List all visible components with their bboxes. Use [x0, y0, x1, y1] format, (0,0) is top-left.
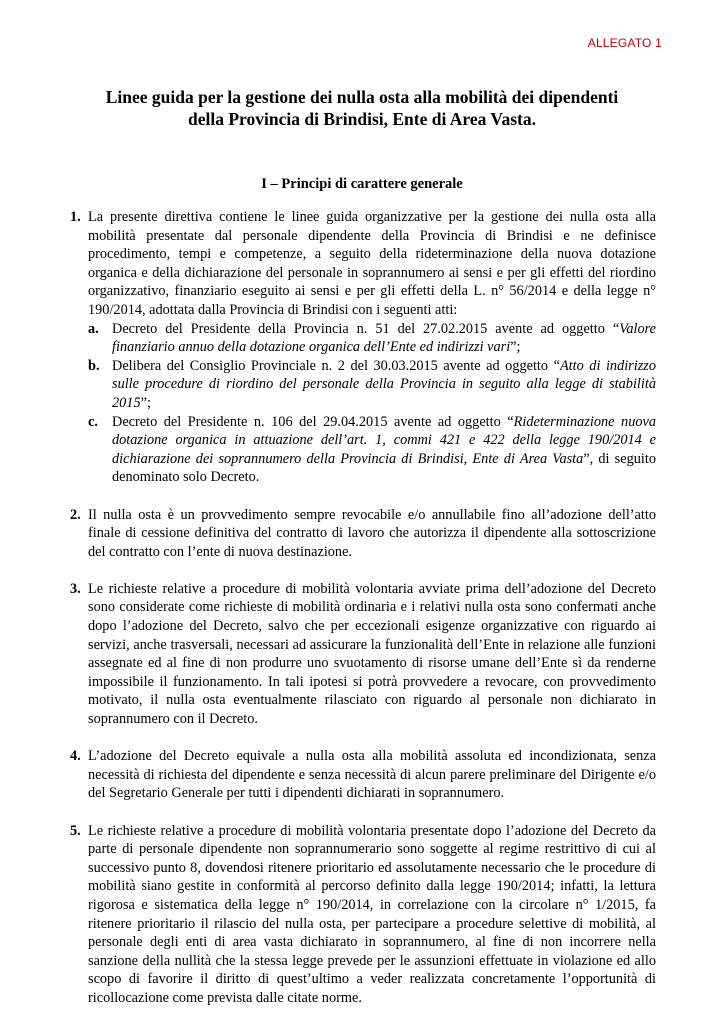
- paragraph-1: [70, 208, 656, 320]
- sub-item-text: Decreto del Presidente della Provincia n. 51 del 27.02.2015 avente ad oggetto “: [112, 320, 620, 337]
- paragraph-4: [70, 747, 656, 803]
- paragraph-number: 3.: [70, 580, 81, 597]
- sub-item-title: Valore finanziario annuo della dotazione organica dell’Ente ed indirizzi vari: [112, 320, 656, 356]
- paragraph-3: [70, 580, 656, 729]
- document-title: [0, 86, 724, 130]
- paragraph-number: 2.: [70, 506, 81, 523]
- document-body: [70, 208, 656, 1026]
- sub-item-title: Atto di indirizzo sulle procedure di riordino del personale della Provincia in seguito alla legge di stabilità 2015: [112, 357, 656, 411]
- sub-item-letter: a.: [88, 320, 99, 337]
- title-line-1: Linee guida per la gestione dei nulla osta alla mobilità dei dipendenti: [105, 87, 619, 107]
- title-line-2: della Provincia di Brindisi, Ente di Area Vasta.: [188, 109, 536, 129]
- sub-item-title: Rideterminazione nuova dotazione organica in attuazione dell’art. 1, commi 421 e 422 della legge 190/2014 e dichiarazione dei soprannumero della Provincia di Brindisi, Ente di Area Vasta: [112, 413, 656, 467]
- paragraph-text: L’adozione del Decreto equivale a nulla osta alla mobilità assoluta ed incondizionata, senza necessità di richiesta del dipendente e senza necessità di alcun parere preliminare del Dirigente e/o del Segretario Generale per tutti i dipendenti dichiarati in soprannumero.: [88, 748, 656, 802]
- paragraph-text: Il nulla osta è un provvedimento sempre revocabile e/o annullabile fino all’adozione dell’atto finale di cessione definitiva del contratto di lavoro che autorizza il dipendente alla sottoscrizione del contratto con l’ente di nuova destinazione.: [88, 506, 656, 560]
- sub-item-text: Decreto del Presidente n. 106 del 29.04.2015 avente ad oggetto “: [112, 413, 514, 430]
- attachment-label: ALLEGATO 1: [587, 36, 662, 50]
- sub-item-suffix: ”, di seguito denominato solo Decreto.: [112, 450, 656, 486]
- paragraph-text: Le richieste relative a procedure di mobilità volontaria presentate dopo l’adozione del Decreto da parte di personale dipendente non soprannumerario sono soggette al regime restrittivo di cui al successivo punto 8, dovendosi ritenere prioritario ed assolutamente necessario che le procedure di mobilità siano gestite in conformità al percorso definito dalla legge 190/2014; infatti, la lettura rigorosa e sistematica della legge n° 190/2014, in correlazione con la circolare n° 1/2015, fa ritenere prioritario il rilascio del nulla osta, per partecipare a procedure selettive di mobilità, al personale degli enti di area vasta dichiarato in soprannumero, al fine di non incorrere nella sanzione della nullità che la stessa legge prevede per le assunzioni effettuate in violazione ed allo scopo di favorire il diritto di quest’ultimo a veder realizzata concretamente l’opportunità di ricollocazione come prevista dalle citate norme.: [88, 822, 656, 1006]
- sub-item-text: Delibera del Consiglio Provinciale n. 2 del 30.03.2015 avente ad oggetto “: [112, 357, 560, 374]
- section-heading: I – Principi di carattere generale: [261, 176, 463, 192]
- paragraph-number: 5.: [70, 822, 81, 839]
- sub-item-suffix: ”;: [140, 394, 151, 411]
- sub-item-a: [88, 320, 656, 357]
- sub-item-c: [88, 413, 656, 487]
- sub-list: [88, 320, 656, 487]
- paragraph-text: La presente direttiva contiene le linee guida organizzative per la gestione dei nulla osta alla mobilità presentate dal personale dipendente della Provincia di Brindisi e ne definisce procedimento, tempi e competenze, a seguito della rideterminazione della nuova dotazione organica e della dichiarazione del personale in soprannumero ai sensi e per gli effetti del riordino organizzativo, finanziario eseguito ai sensi e per gli effetti della L. n° 56/2014 e della legge n° 190/2014, adottata dalla Provincia di Brindisi con i seguenti atti:: [88, 209, 656, 318]
- sub-item-suffix: ”;: [510, 339, 521, 356]
- paragraph-number: 1.: [70, 209, 81, 225]
- paragraph-2: [70, 506, 656, 562]
- paragraph-text: Le richieste relative a procedure di mobilità volontaria avviate prima dell’adozione del Decreto sono considerate come richieste di mobilità ordinaria e i relativi nulla osta sono confermati anche dopo l’adozione del Decreto, salvo che per eccezionali esigenze organizzative con riguardo ai servizi, anche trasversali, necessari ad assicurare la funzionalità dell’Ente in relazione alle funzioni assegnate ed al fine di non produrre uno svuotamento di risorse umane dell’Ente sì da renderne impossibile il funzionamento. In tali ipotesi si potrà provvedere a revocare, con provvedimento motivato, il nulla osta eventualmente rilasciato con riguardo al personale non dichiarato in soprannumero con il Decreto.: [88, 580, 656, 728]
- sub-item-b: [88, 357, 656, 413]
- paragraph-5: [70, 822, 656, 1008]
- paragraph-number: 4.: [70, 748, 81, 765]
- sub-item-letter: c.: [88, 413, 98, 430]
- sub-item-letter: b.: [88, 357, 100, 374]
